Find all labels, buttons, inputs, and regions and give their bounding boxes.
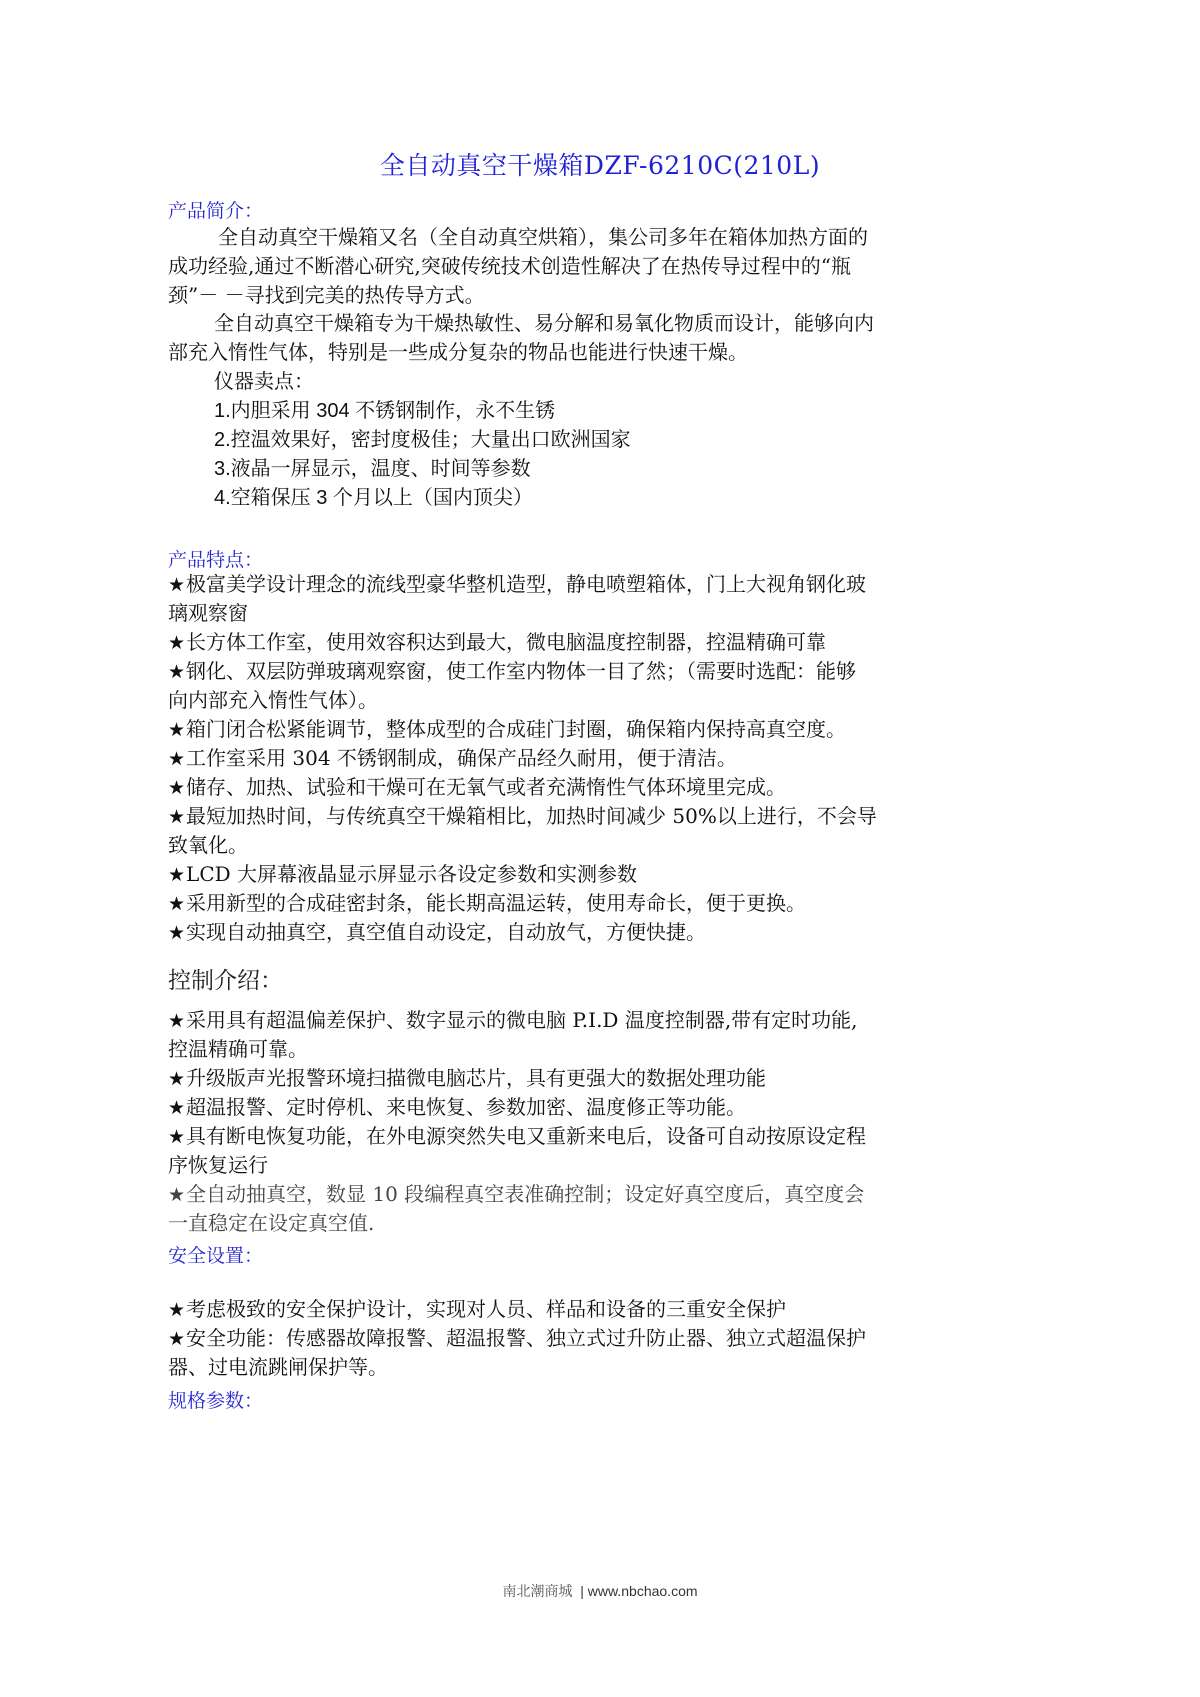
safety-item: 安全功能：传感器故障报警、超温报警、独立式过升防止器、独立式超温保护 [186, 1326, 867, 1350]
selling-point-item: 1.内胆采用 304 不锈钢制作，永不生锈 [214, 400, 556, 422]
feature-item: 采用新型的合成硅密封条，能长期高温运转，使用寿命长，便于更换。 [186, 891, 807, 915]
star-bullet-icon: ★ [168, 1097, 186, 1119]
footer-url-link[interactable]: www.nbchao.com [587, 1583, 698, 1599]
feature-item: 钢化、双层防弹玻璃观察窗，使工作室内物体一目了然；（需要时选配：能够 [186, 659, 857, 683]
feature-item: 极富美学设计理念的流线型豪华整机造型，静电喷塑箱体，门上大视角钢化玻 [186, 572, 867, 596]
feature-item-cont: 致氧化。 [168, 833, 248, 857]
control-item: 超温报警、定时停机、来电恢复、参数加密、温度修正等功能。 [186, 1095, 747, 1119]
section-heading-intro: 产品简介： [168, 200, 264, 222]
section-heading-features: 产品特点： [168, 549, 264, 571]
feature-item: 实现自动抽真空，真空值自动设定，自动放气，方便快捷。 [186, 920, 707, 944]
control-item: 具有断电恢复功能，在外电源突然失电又重新来电后，设备可自动按原设定程 [186, 1124, 867, 1148]
selling-points-label: 仪器卖点： [214, 371, 314, 393]
star-bullet-icon: ★ [168, 661, 186, 683]
selling-point-item: 3.液晶一屏显示，温度、时间等参数 [214, 458, 531, 480]
star-bullet-icon: ★ [168, 777, 186, 799]
feature-item: 长方体工作室，使用效容积达到最大，微电脑温度控制器，控温精确可靠 [186, 630, 827, 654]
intro-line: 部充入惰性气体，特别是一些成分复杂的物品也能进行快速干燥。 [168, 342, 748, 364]
feature-item: 最短加热时间，与传统真空干燥箱相比，加热时间减少 50%以上进行，不会导 [186, 804, 877, 828]
intro-line: 全自动真空干燥箱又名（全自动真空烘箱），集公司多年在箱体加热方面的 [218, 225, 868, 249]
control-item: 全自动抽真空，数显 10 段编程真空表准确控制；设定好真空度后，真空度会 [186, 1182, 865, 1206]
page-footer [0, 1581, 1200, 1601]
star-bullet-icon: ★ [168, 864, 186, 886]
star-bullet-icon: ★ [168, 632, 186, 654]
footer-site-name: 南北潮商城 [502, 1584, 573, 1600]
feature-item: LCD 大屏幕液晶显示屏显示各设定参数和实测参数 [186, 862, 638, 886]
feature-item: 储存、加热、试验和干燥可在无氧气或者充满惰性气体环境里完成。 [186, 775, 787, 799]
selling-point-item: 4.空箱保压 3 个月以上（国内顶尖） [214, 487, 533, 509]
safety-item: 考虑极致的安全保护设计，实现对人员、样品和设备的三重安全保护 [186, 1297, 787, 1321]
feature-item-cont: 璃观察窗 [168, 601, 248, 625]
feature-item: 工作室采用 304 不锈钢制成，确保产品经久耐用，便于清洁。 [186, 746, 737, 770]
document-title: 全自动真空干燥箱DZF-6210C(210L) [379, 151, 821, 180]
footer-separator: | [580, 1583, 584, 1599]
feature-item-cont: 向内部充入惰性气体）。 [168, 688, 378, 712]
star-bullet-icon: ★ [168, 1184, 186, 1206]
star-bullet-icon: ★ [168, 893, 186, 915]
intro-line: 全自动真空干燥箱专为干燥热敏性、易分解和易氧化物质而设计，能够向内 [214, 313, 874, 335]
control-item-cont: 控温精确可靠。 [168, 1037, 308, 1061]
control-item-cont: 序恢复运行 [168, 1153, 268, 1177]
control-item: 采用具有超温偏差保护、数字显示的微电脑 P.I.D 温度控制器,带有定时功能, [186, 1008, 858, 1032]
intro-line: 颈”－ －寻找到完美的热传导方式。 [168, 283, 485, 307]
feature-item: 箱门闭合松紧能调节，整体成型的合成硅门封圈，确保箱内保持高真空度。 [186, 717, 847, 741]
section-heading-control: 控制介绍： [168, 968, 283, 994]
section-heading-specs: 规格参数： [168, 1390, 264, 1412]
star-bullet-icon: ★ [168, 1126, 186, 1148]
star-bullet-icon: ★ [168, 719, 186, 741]
safety-item-cont: 器、过电流跳闸保护等。 [168, 1355, 388, 1379]
star-bullet-icon: ★ [168, 1328, 186, 1350]
star-bullet-icon: ★ [168, 574, 186, 596]
intro-line: 成功经验,通过不断潜心研究,突破传统技术创造性解决了在热传导过程中的“瓶 [168, 254, 851, 278]
star-bullet-icon: ★ [168, 806, 186, 828]
selling-point-item: 2.控温效果好，密封度极佳；大量出口欧洲国家 [214, 429, 631, 451]
star-bullet-icon: ★ [168, 1010, 186, 1032]
star-bullet-icon: ★ [168, 748, 186, 770]
star-bullet-icon: ★ [168, 1068, 186, 1090]
control-item: 升级版声光报警环境扫描微电脑芯片，具有更强大的数据处理功能 [186, 1066, 767, 1090]
control-item-cont: 一直稳定在设定真空值. [168, 1211, 375, 1235]
star-bullet-icon: ★ [168, 922, 186, 944]
section-heading-safety: 安全设置： [168, 1245, 264, 1267]
star-bullet-icon: ★ [168, 1299, 186, 1321]
